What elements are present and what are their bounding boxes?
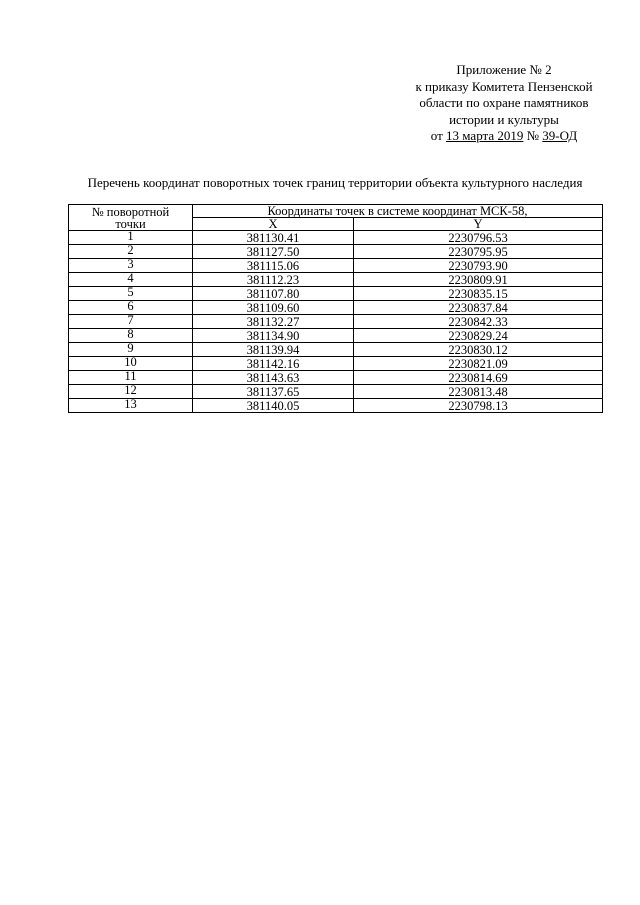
y-coordinate-cell: 2230830.12 bbox=[354, 343, 603, 357]
x-coordinate-cell: 381115.06 bbox=[193, 259, 354, 273]
y-coordinate-cell: 2230814.69 bbox=[354, 371, 603, 385]
x-coordinate-cell: 381109.60 bbox=[193, 301, 354, 315]
point-number-cell: 2 bbox=[69, 245, 193, 259]
x-coordinate-cell: 381112.23 bbox=[193, 273, 354, 287]
annex-order-number: 39-ОД bbox=[542, 128, 578, 143]
coordinates-body bbox=[69, 231, 603, 413]
coordinates-header: Координаты точек в системе координат МСК-58, bbox=[193, 205, 603, 218]
y-coordinate-cell: 2230796.53 bbox=[354, 231, 603, 245]
coordinates-table bbox=[68, 204, 603, 413]
x-column-header: X bbox=[193, 218, 354, 231]
annex-title: Приложение № 2 bbox=[456, 62, 552, 77]
point-number-header bbox=[69, 205, 193, 231]
x-coordinate-cell: 381139.94 bbox=[193, 343, 354, 357]
y-coordinate-cell: 2230793.90 bbox=[354, 259, 603, 273]
y-coordinate-cell: 2230837.84 bbox=[354, 301, 603, 315]
x-coordinate-cell: 381107.80 bbox=[193, 287, 354, 301]
y-coordinate-cell: 2230821.09 bbox=[354, 357, 603, 371]
point-number-cell: 6 bbox=[69, 301, 193, 315]
point-number-cell: 1 bbox=[69, 231, 193, 245]
x-coordinate-cell: 381134.90 bbox=[193, 329, 354, 343]
document-heading: Перечень координат поворотных точек границ территории объекта культурного наследия bbox=[87, 175, 583, 190]
x-coordinate-cell: 381132.27 bbox=[193, 315, 354, 329]
y-coordinate-cell: 2230842.33 bbox=[354, 315, 603, 329]
x-coordinate-cell: 381137.65 bbox=[193, 385, 354, 399]
annex-block bbox=[398, 62, 610, 145]
table-row bbox=[69, 343, 603, 357]
point-number-cell: 8 bbox=[69, 329, 193, 343]
table-row bbox=[69, 371, 603, 385]
point-number-header-line2: точки bbox=[115, 216, 146, 231]
point-number-cell: 13 bbox=[69, 399, 193, 413]
annex-date-line bbox=[398, 128, 610, 145]
annex-date-prefix: от bbox=[430, 128, 447, 143]
point-number-cell: 4 bbox=[69, 273, 193, 287]
table-row bbox=[69, 357, 603, 371]
point-number-cell: 5 bbox=[69, 287, 193, 301]
point-number-cell: 12 bbox=[69, 385, 193, 399]
y-coordinate-cell: 2230809.91 bbox=[354, 273, 603, 287]
y-coordinate-cell: 2230813.48 bbox=[354, 385, 603, 399]
table-row bbox=[69, 329, 603, 343]
y-coordinate-cell: 2230795.95 bbox=[354, 245, 603, 259]
table-row bbox=[69, 301, 603, 315]
point-number-cell: 10 bbox=[69, 357, 193, 371]
table-row bbox=[69, 231, 603, 245]
point-number-cell: 7 bbox=[69, 315, 193, 329]
table-row bbox=[69, 399, 603, 413]
y-coordinate-cell: 2230829.24 bbox=[354, 329, 603, 343]
x-coordinate-cell: 381127.50 bbox=[193, 245, 354, 259]
point-number-cell: 11 bbox=[69, 371, 193, 385]
point-number-cell: 9 bbox=[69, 343, 193, 357]
point-number-cell: 3 bbox=[69, 259, 193, 273]
table-row bbox=[69, 245, 603, 259]
y-coordinate-cell: 2230835.15 bbox=[354, 287, 603, 301]
x-coordinate-cell: 381140.05 bbox=[193, 399, 354, 413]
table-row bbox=[69, 315, 603, 329]
annex-number-prefix: № bbox=[523, 128, 543, 143]
table-row bbox=[69, 259, 603, 273]
annex-order-line: к приказу Комитета Пензенской bbox=[415, 78, 593, 94]
table-row bbox=[69, 287, 603, 301]
table-row bbox=[69, 385, 603, 399]
annex-date: 13 марта 2019 bbox=[446, 128, 524, 143]
table-row bbox=[69, 273, 603, 287]
x-coordinate-cell: 381142.16 bbox=[193, 357, 354, 371]
x-coordinate-cell: 381130.41 bbox=[193, 231, 354, 245]
y-column-header: Y bbox=[354, 218, 603, 231]
point-number-header-line1: № поворотной bbox=[91, 204, 170, 219]
annex-region-line: области по охране памятников bbox=[419, 95, 589, 110]
x-coordinate-cell: 381143.63 bbox=[193, 371, 354, 385]
y-coordinate-cell: 2230798.13 bbox=[354, 399, 603, 413]
annex-history-line: истории и культуры bbox=[449, 111, 559, 127]
